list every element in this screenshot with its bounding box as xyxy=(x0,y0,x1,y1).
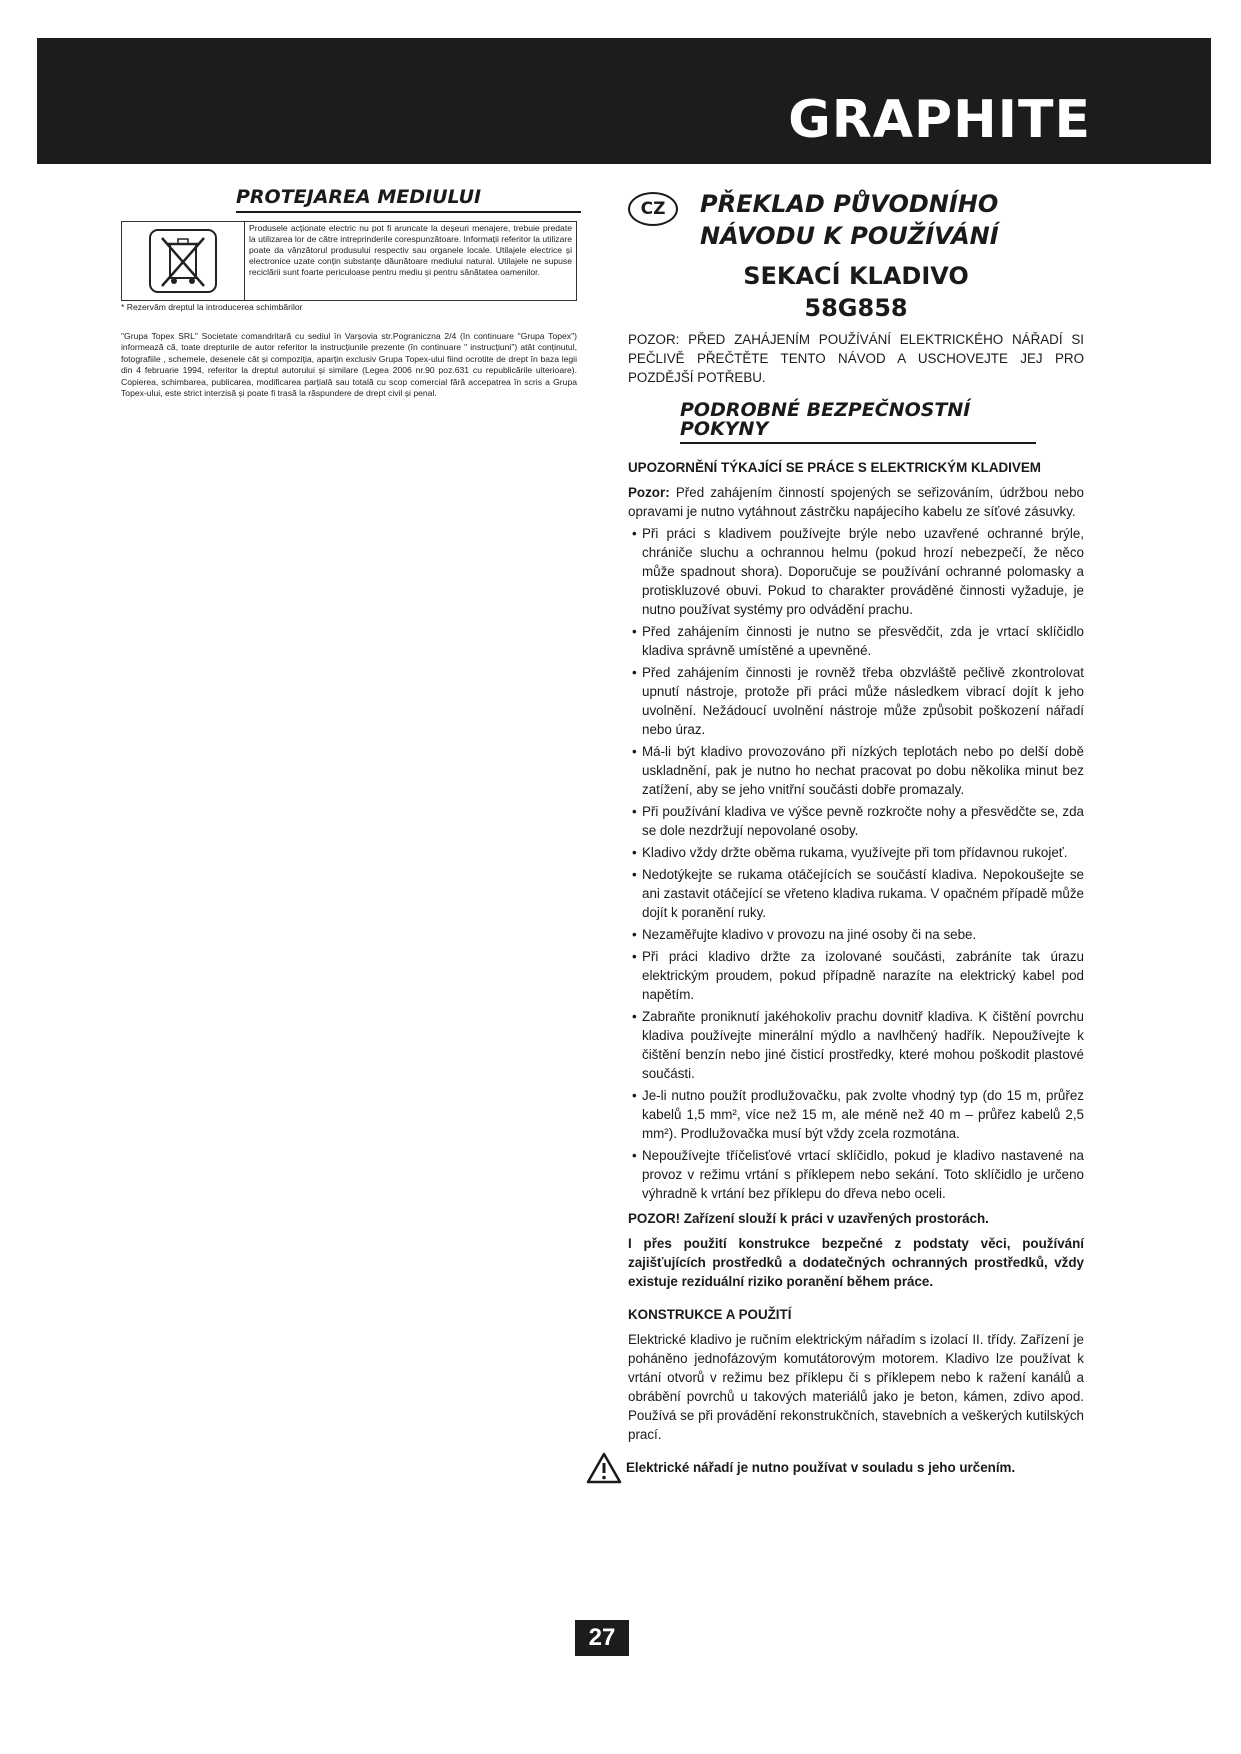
intended-use-text: Elektrické nářadí je nutno používat v souladu s jeho určením. xyxy=(626,1460,1016,1475)
product-name: SEKACÍ KLADIVO xyxy=(743,262,969,290)
product-model: 58G858 xyxy=(804,294,908,322)
bullet-item: • Nepoužívejte tříčelisťové vrtací sklíčidlo, pokud je kladivo nastavené na provoz v režimu vrtání s příklepem nebo sekání. Toto sklíčidlo je určeno výhradně k vrtání bez příklepu do dřeva nebo oceli. xyxy=(628,1146,1084,1203)
header-bar xyxy=(37,38,1211,164)
construction-heading: KONSTRUKCE A POUŽITÍ xyxy=(628,1307,792,1322)
bullet-item: • Nedotýkejte se rukama otáčejících se součástí kladiva. Nepokoušejte se ani zastavit otáčející se vřeteno kladiva rukama. V opačném případě může dojít k poranění ruky. xyxy=(628,865,1084,922)
title-line-1: PŘEKLAD PŮVODNÍHO xyxy=(700,190,999,218)
weee-notice-box xyxy=(121,221,577,301)
crossed-bin-icon xyxy=(148,228,218,294)
intro-warning: POZOR: PŘED ZAHÁJENÍM POUŽÍVÁNÍ ELEKTRICKÉHO NÁŘADÍ SI PEČLIVĚ PŘEČTĚTE TENTO NÁVOD A USCHOVEJTE JEJ PRO POZDĚJŠÍ POTŘEBU. xyxy=(628,332,1084,385)
page-number: 27 xyxy=(575,1620,629,1656)
right-column xyxy=(628,330,1084,1484)
construction-text: Elektrické kladivo je ručním elektrickým nářadím s izolací II. třídy. Zařízení je poháněno jednofázovým komutátorovým motorem. Kladivo lze používat k vrtání otvorů v režimu bez příklepu či s příklepem nebo k ražení kanálů a obrábění povrchů u takových materiálů jako je beton, kámen, zdivo apod. Používá se při provádění rekonstrukčních, stavebních a veškerých kutilských prací. xyxy=(628,1332,1084,1442)
pozor-paragraph xyxy=(628,483,1084,521)
bullet-item: • Před zahájením činnosti je rovněž třeba obzvláště pečlivě zkontrolovat upnutí nástroje, protože při práci může následkem vibrací dojít k jeho uvolnění. Nežádoucí uvolnění nástroje může způsobit poškození nářadí nebo úraz. xyxy=(628,663,1084,739)
left-column xyxy=(121,186,577,399)
indoor-use-warning: POZOR! Zařízení slouží k práci v uzavřených prostorách. xyxy=(628,1211,989,1226)
product-block xyxy=(628,260,1084,324)
warning-triangle-icon xyxy=(586,1452,622,1484)
manual-title xyxy=(700,188,1100,252)
weee-icon-cell xyxy=(122,222,245,300)
bullet-item: • Kladivo vždy držte oběma rukama, využívejte při tom přídavnou rukojeť. xyxy=(628,843,1084,862)
bullet-item: • Nezaměřujte kladivo v provozu na jiné osoby či na sebe. xyxy=(628,925,1084,944)
language-badge: CZ xyxy=(628,192,678,226)
safety-heading: PODROBNÉ BEZPEČNOSTNÍ POKYNY xyxy=(680,401,1036,444)
bullet-item: • Je-li nutno použít prodlužovačku, pak zvolte vhodný typ (do 15 m, průřez kabelů 1,5 mm², více než 15 m, ale méně než 40 m – průřez kabelů 2,5 mm²). Prodlužovačka musí být vždy zcela rozmotána. xyxy=(628,1086,1084,1143)
residual-risk-note: I přes použití konstrukce bezpečné z podstaty věci, používání zajišťujících prostředků a dodatečných ochranných prostředků, vždy existuje reziduální riziko poranění během práce. xyxy=(628,1236,1084,1289)
bullet-item: • Při používání kladiva ve výšce pevně rozkročte nohy a přesvědčte se, zda se dole nezdržují nepovolané osoby. xyxy=(628,802,1084,840)
pozor-text: Před zahájením činností spojených se seřizováním, údržbou nebo opravami je nutno vytáhnout zástrčku napájecího kabelu ze síťové zásuvky. xyxy=(628,485,1084,519)
copyright-notice: "Grupa Topex SRL" Societate comandritară cu sediul în Varșovia str.Pograniczna 2/4 (în continuare "Grupa Topex") informează că, toate drepturile de autor referitor la instrucțiunile prezente (în continuare " instrucțiuni") atât conținutul, fotografiile , schemele, desenele cât și compoziția, aparțin exclusiv Grupa Topex-ului fiind ocrotite de drept în baza legii din 4 februarie 1994, referitor la dreptul autorului și similare (Legea 2006 nr.90 poz.631 cu republicările ulterioare). Copierea, schimbarea, publicarea, modificarea parțială sau totală cu scop comercial fără accepatrea în scris a Grupa Topex-ului, este strict interzisă și poate fi trasă la răspundere de drept civil și penal. xyxy=(121,331,577,399)
bullet-item: • Při práci s kladivem používejte brýle nebo uzavřené ochranné brýle, chrániče sluchu a ochrannou helmu (pokud hrozí nebezpečí, že něco může spadnout shora). Doporučuje se používání ochranné polomasky a protiskluzové obuvi. Pokud to charakter prováděné činnosti vyžaduje, je nutno používat systémy pro odvádění prachu. xyxy=(628,524,1084,619)
environment-heading: PROTEJAREA MEDIULUI xyxy=(236,186,581,213)
title-line-2: NÁVODU K POUŽÍVÁNÍ xyxy=(700,222,999,250)
bullet-item: • Před zahájením činnosti je nutno se přesvědčit, zda je vrtací sklíčidlo kladiva správně umístěné a upevněné. xyxy=(628,622,1084,660)
reservation-note: * Rezervăm dreptul la introducerea schimbărilor xyxy=(121,302,303,312)
pozor-label: Pozor: xyxy=(628,485,670,500)
intended-use-warning xyxy=(586,1452,1084,1484)
bullet-item: • Zabraňte proniknutí jakéhokoliv prachu dovnitř kladiva. K čištění povrchu kladiva používejte minerální mýdlo a navlhčený hadřík. Nepoužívejte k čištění benzín nebo jiné čisticí prostředky, které mohou poškodit plastové součásti. xyxy=(628,1007,1084,1083)
bullet-item: • Při práci kladivo držte za izolované součásti, zabráníte tak úrazu elektrickým proudem, pokud případně narazíte na elektrický kabel pod napětím. xyxy=(628,947,1084,1004)
brand-logo: GRAPHITE xyxy=(788,90,1091,150)
hammer-warning-heading: UPOZORNĚNÍ TÝKAJÍCÍ SE PRÁCE S ELEKTRICKÝM KLADIVEM xyxy=(628,460,1041,475)
weee-text: Produsele acționate electric nu pot fi aruncate la deșeuri menajere, trebuie predate la utilizarea lor de către intreprinderile corespunzătoare. Informații referitor la utilizare poate da vânzătorul produsului respectiv sau organele locale. Utilajele electrice și electronice uzate conțin substanțe dăunătoare mediului natural. Utilajele ne supuse reciclării sunt foarte periculoase pentru mediu și pentru sănătatea oamenilor. xyxy=(249,223,572,277)
bullet-item: • Má-li být kladivo provozováno při nízkých teplotách nebo po delší době uskladnění, pak je nutno ho nechat pracovat po dobu několika minut bez zatížení, aby se jeho vnitřní součásti dobře promazaly. xyxy=(628,742,1084,799)
